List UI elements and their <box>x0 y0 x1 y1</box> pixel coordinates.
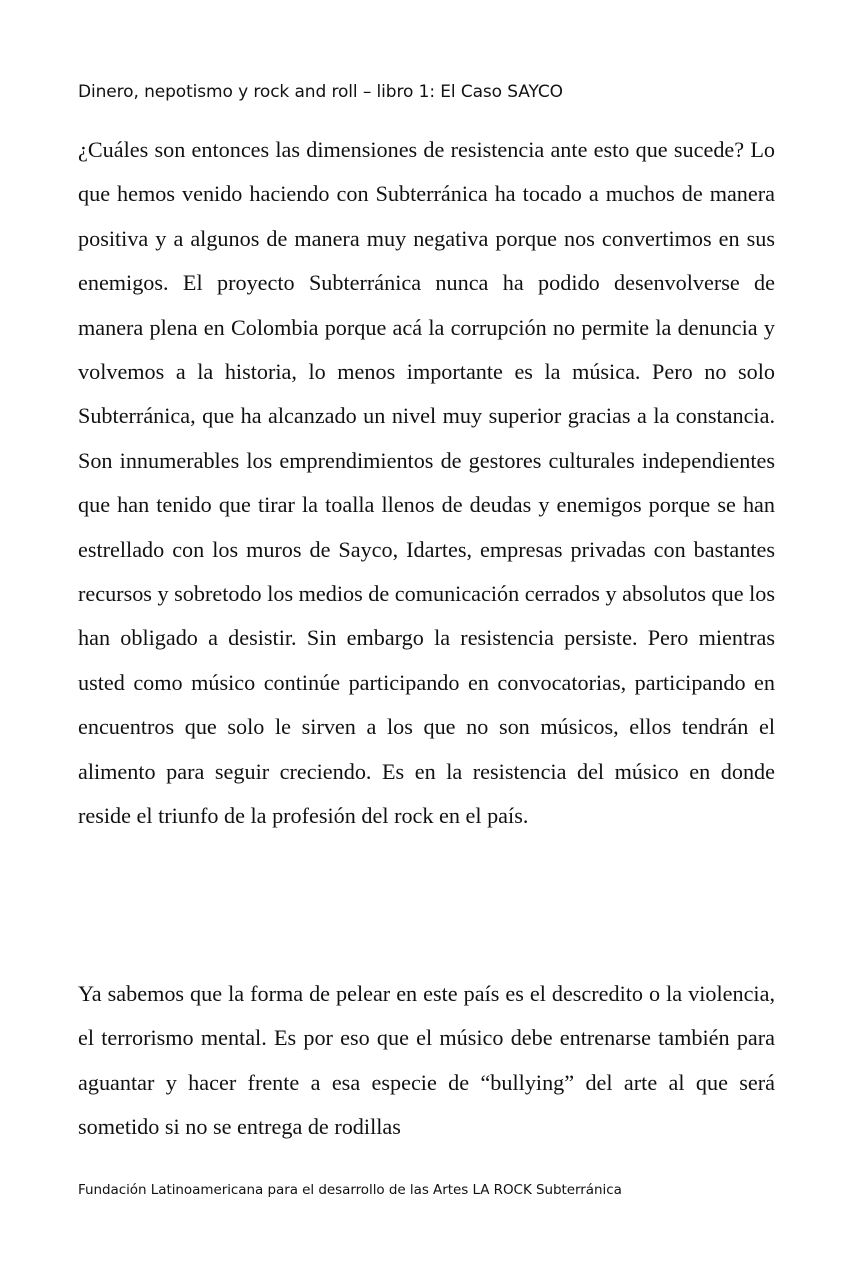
page-footer: Fundación Latinoamericana para el desarrollo de las Artes LA ROCK Subterránica <box>78 1182 622 1198</box>
body-paragraph-1: ¿Cuáles son entonces las dimensiones de resistencia ante esto que sucede? Lo que hemos venido haciendo con Subterránica ha tocado a muchos de manera positiva y a algunos de manera muy negativa porque nos convertimos en sus enemigos. El proyecto Subterránica nunca ha podido desenvolverse de manera plena en Colombia porque acá la corrupción no permite la denuncia y volvemos a la historia, lo menos importante es la música. Pero no solo Subterránica, que ha alcanzado un nivel muy superior gracias a la constancia. Son innumerables los emprendimientos de gestores culturales independientes que han tenido que tirar la toalla llenos de deudas y enemigos porque se han estrellado con los muros de Sayco, Idartes, empresas privadas con bastantes recursos y sobretodo los medios de comunicación cerrados y absolutos que los han obligado a desistir. Sin embargo la resistencia persiste. Pero mientras usted como músico continúe participando en convocatorias, participando en encuentros que solo le sirven a los que no son músicos, ellos tendrán el alimento para seguir creciendo. Es en la resistencia del músico en donde reside el triunfo de la profesión del rock en el país. <box>78 137 775 829</box>
page-header: Dinero, nepotismo y rock and roll – libro 1: El Caso SAYCO <box>78 82 563 102</box>
body-paragraph-2: Ya sabemos que la forma de pelear en este país es el descredito o la violencia, el terrorismo mental. Es por eso que el músico debe entrenarse también para aguantar y hacer frente a esa especie de “bullying” del arte al que será sometido si no se entrega de rodillas <box>78 981 775 1140</box>
